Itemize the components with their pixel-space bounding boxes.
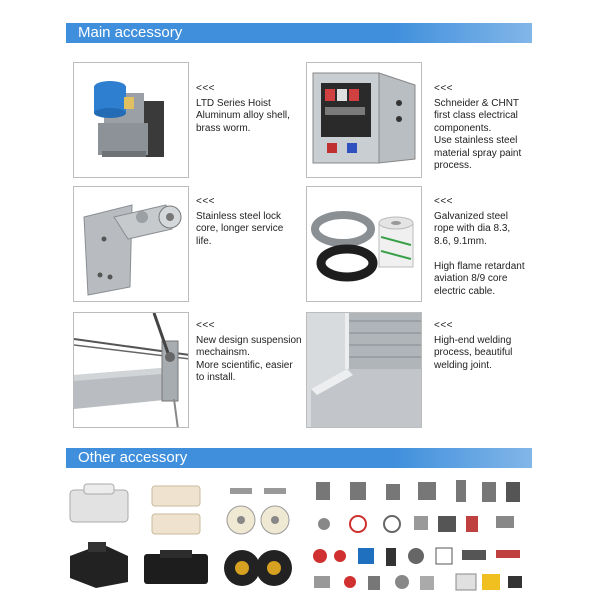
item-4-line: aviation 8/9 core bbox=[434, 273, 508, 284]
other-accessory-banner bbox=[66, 448, 532, 468]
main-accessory-title: Main accessory bbox=[78, 24, 183, 41]
item-6-description bbox=[434, 320, 512, 372]
item-2-mark: <<< bbox=[434, 83, 454, 94]
item-4-line bbox=[434, 248, 525, 261]
counterweight-white-image bbox=[66, 478, 132, 528]
item-2-line: Use stainless steel bbox=[434, 135, 518, 146]
item-4-line: rope with dia 8.3, bbox=[434, 223, 511, 234]
item-4-line: electric cable. bbox=[434, 285, 496, 297]
item-1-mark: <<< bbox=[196, 83, 216, 94]
item-6-line: High-end welding bbox=[434, 334, 512, 346]
caster-wheels-image bbox=[222, 482, 294, 540]
item-5-mark: <<< bbox=[196, 320, 216, 331]
item-1-line: brass worm. bbox=[196, 122, 251, 134]
item-4-description bbox=[434, 196, 525, 298]
item-5-line: More scientific, easier bbox=[196, 359, 293, 371]
item-2-description bbox=[434, 83, 521, 173]
item-3-line: life. bbox=[196, 235, 212, 247]
item-1-line: Aluminum alloy shell, bbox=[196, 110, 290, 121]
item-4-line: Galvanized steel bbox=[434, 210, 508, 222]
item-3-description bbox=[196, 196, 283, 248]
item-6-mark: <<< bbox=[434, 320, 454, 331]
item-2-line: process. bbox=[434, 160, 472, 171]
item-6-line: welding joint. bbox=[434, 359, 492, 371]
item-1-line: LTD Series Hoist bbox=[196, 97, 271, 109]
item-3-mark: <<< bbox=[196, 196, 216, 207]
item-5-line: mechainsm. bbox=[196, 347, 250, 358]
item-4-mark: <<< bbox=[434, 196, 454, 207]
counterweight-black-image bbox=[66, 536, 132, 590]
item-4-line: 8.6, 9.1mm. bbox=[434, 235, 487, 247]
lock-image bbox=[73, 186, 189, 302]
item-2-line: Schneider & CHNT bbox=[434, 97, 520, 109]
pneumatic-wheels-image bbox=[222, 544, 294, 590]
item-3-line: Stainless steel lock bbox=[196, 210, 282, 222]
rubber-pad-image bbox=[146, 482, 208, 540]
welding-joint-image bbox=[306, 312, 422, 428]
black-block-image bbox=[140, 546, 212, 590]
suspension-mechanism-image bbox=[73, 312, 189, 428]
item-4-line: High flame retardant bbox=[434, 260, 525, 272]
electric-box-image bbox=[306, 62, 422, 178]
item-5-description bbox=[196, 320, 302, 385]
item-3-line: core, longer service bbox=[196, 223, 284, 234]
item-5-line: to install. bbox=[196, 372, 236, 383]
item-6-line: process, beautiful bbox=[434, 347, 513, 358]
item-1-description bbox=[196, 83, 290, 135]
rope-cable-image bbox=[306, 186, 422, 302]
item-2-line: components. bbox=[434, 122, 492, 134]
item-5-line: New design suspension bbox=[196, 334, 302, 346]
small-parts-image bbox=[306, 476, 532, 596]
item-2-line: first class electrical bbox=[434, 110, 518, 121]
main-accessory-banner bbox=[66, 23, 532, 43]
other-accessory-title: Other accessory bbox=[78, 449, 188, 466]
item-2-line: material spray paint bbox=[434, 147, 522, 159]
hoist-image bbox=[73, 62, 189, 178]
